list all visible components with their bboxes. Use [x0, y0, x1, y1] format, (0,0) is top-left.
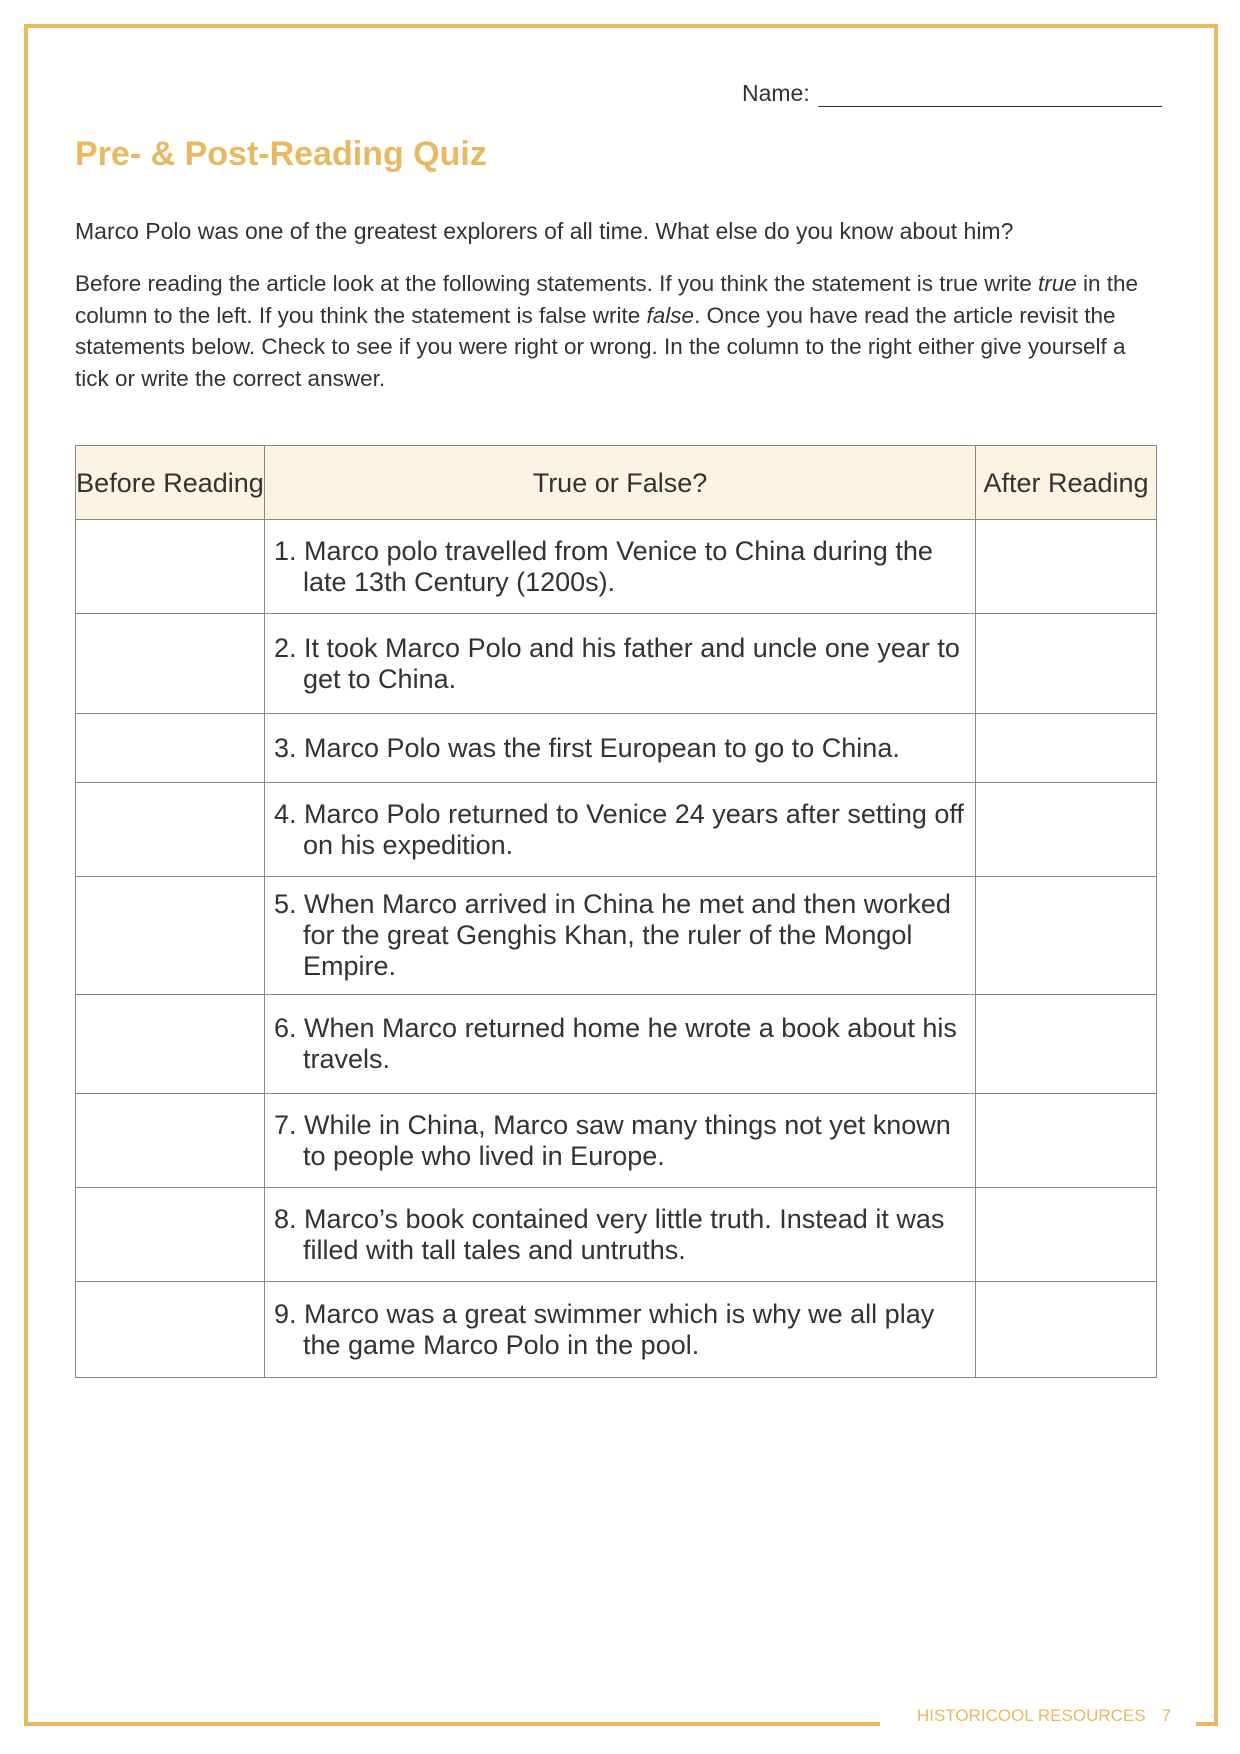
statement-cell: 6. When Marco returned home he wrote a book about his travels.: [265, 995, 976, 1094]
footer-brand: HISTORICOOL RESOURCES: [917, 1706, 1146, 1725]
before-reading-cell[interactable]: [76, 783, 265, 877]
before-reading-cell[interactable]: [76, 714, 265, 783]
page-border-bottom: [24, 1722, 880, 1726]
after-reading-cell[interactable]: [976, 520, 1157, 614]
before-reading-cell[interactable]: [76, 1282, 265, 1378]
statement-cell: 3. Marco Polo was the first European to go to China.: [265, 714, 976, 783]
instructions-true-word: true: [1038, 271, 1077, 296]
after-reading-cell[interactable]: [976, 783, 1157, 877]
statement-cell: 2. It took Marco Polo and his father and uncle one year to get to China.: [265, 614, 976, 714]
name-blank-line[interactable]: [818, 82, 1162, 107]
after-reading-cell[interactable]: [976, 1094, 1157, 1188]
quiz-table: [75, 445, 1157, 1378]
before-reading-cell[interactable]: [76, 1188, 265, 1282]
after-reading-cell[interactable]: [976, 714, 1157, 783]
page-title: Pre- & Post-Reading Quiz: [75, 135, 487, 173]
instructions-text: [75, 268, 1165, 394]
after-reading-cell[interactable]: [976, 1282, 1157, 1378]
table-row: [76, 520, 1157, 614]
before-reading-cell[interactable]: [76, 995, 265, 1094]
header-after-reading: After Reading: [976, 446, 1157, 520]
header-before-reading: Before Reading: [76, 446, 265, 520]
statement-cell: 7. While in China, Marco saw many things not yet known to people who lived in Europe.: [265, 1094, 976, 1188]
page-border-right: [1214, 24, 1218, 1726]
statement-cell: 9. Marco was a great swimmer which is why we all play the game Marco Polo in the pool.: [265, 1282, 976, 1378]
before-reading-cell[interactable]: [76, 877, 265, 995]
table-row: [76, 995, 1157, 1094]
table-row: [76, 1188, 1157, 1282]
page-border-left: [24, 24, 28, 1726]
table-row: [76, 1282, 1157, 1378]
table-row: [76, 614, 1157, 714]
before-reading-cell[interactable]: [76, 520, 265, 614]
after-reading-cell[interactable]: [976, 995, 1157, 1094]
page-border-bottom-end: [1196, 1722, 1218, 1726]
page-border-top: [24, 24, 1218, 28]
header-true-or-false: True or False?: [265, 446, 976, 520]
statement-cell: 1. Marco polo travelled from Venice to China during the late 13th Century (1200s).: [265, 520, 976, 614]
instructions-false-word: false: [646, 302, 695, 328]
table-row: [76, 877, 1157, 995]
name-field: [742, 80, 1162, 107]
table-row: [76, 1094, 1157, 1188]
after-reading-cell[interactable]: [976, 614, 1157, 714]
table-row: [76, 783, 1157, 877]
intro-text: Marco Polo was one of the greatest explorers of all time. What else do you know about him?: [75, 218, 1014, 244]
statement-cell: 4. Marco Polo returned to Venice 24 years after setting off on his expedition.: [265, 783, 976, 877]
table-header-row: [76, 446, 1157, 520]
page-number: 7: [1161, 1706, 1172, 1725]
instructions-part-3: . Once you have read the article revisit the statements below. Check to see if you were right or wrong. In the column to the right either give yourself a tick or write the correct answer.: [75, 302, 1126, 391]
statement-cell: 8. Marco’s book contained very little truth. Instead it was filled with tall tales and untruths.: [265, 1188, 976, 1282]
before-reading-cell[interactable]: [76, 614, 265, 714]
footer: [917, 1706, 1171, 1726]
table-row: [76, 714, 1157, 783]
statement-cell: 5. When Marco arrived in China he met and then worked for the great Genghis Khan, the ruler of the Mongol Empire.: [265, 877, 976, 995]
name-label: Name:: [742, 80, 810, 106]
after-reading-cell[interactable]: [976, 1188, 1157, 1282]
before-reading-cell[interactable]: [76, 1094, 265, 1188]
after-reading-cell[interactable]: [976, 877, 1157, 995]
instructions-part-1: Before reading the article look at the following statements. If you think the statement is true write: [75, 271, 1038, 296]
instructions-part-2: in the column to the left. If you think the statement is false write: [75, 271, 1139, 328]
